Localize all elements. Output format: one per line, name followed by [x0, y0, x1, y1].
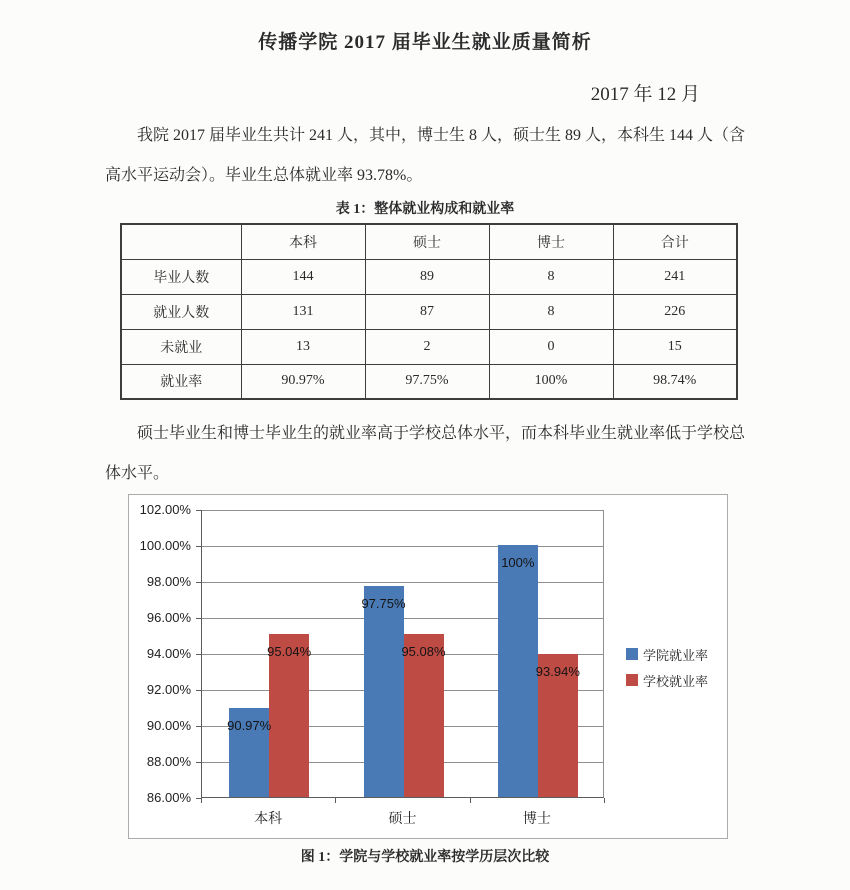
table-cell: 89 — [365, 259, 489, 294]
y-axis-tick — [196, 618, 201, 619]
table-cell: 90.97% — [241, 364, 365, 399]
table-header-cell: 本科 — [241, 224, 365, 259]
x-axis-tick — [201, 798, 202, 803]
table-row — [121, 294, 737, 329]
table-cell: 226 — [613, 294, 737, 329]
table-header-row — [121, 224, 737, 259]
chart-plot-area — [201, 510, 604, 798]
table-row — [121, 259, 737, 294]
gridline — [202, 582, 603, 583]
table-cell: 13 — [241, 329, 365, 364]
y-axis-tick — [196, 582, 201, 583]
table-cell: 97.75% — [365, 364, 489, 399]
x-axis-category-label: 硕士 — [388, 810, 417, 826]
y-axis-tick — [196, 726, 201, 727]
row-header-cell: 未就业 — [121, 329, 241, 364]
table-header-cell: 博士 — [489, 224, 613, 259]
y-axis-tick-label: 100.00% — [139, 538, 191, 553]
y-axis-tick-label: 98.00% — [146, 574, 191, 589]
table-cell: 15 — [613, 329, 737, 364]
bar-data-label: 100% — [501, 555, 535, 570]
table-row — [121, 364, 737, 399]
table-header-cell: 硕士 — [365, 224, 489, 259]
employment-table — [120, 223, 738, 400]
y-axis-tick-label: 102.00% — [139, 502, 191, 517]
document-title: 传播学院 2017 届毕业生就业质量简析 — [258, 32, 592, 53]
bar-college — [498, 545, 538, 797]
y-axis-tick — [196, 690, 201, 691]
x-axis-tick — [470, 798, 471, 803]
table-cell: 2 — [365, 329, 489, 364]
paragraph-comparison: 硕士毕业生和博士毕业生的就业率高于学校总体水平，而本科毕业生就业率低于学校总体水平。 — [105, 425, 746, 482]
bar-college — [364, 586, 404, 798]
y-axis-tick — [196, 654, 201, 655]
y-axis-tick — [196, 546, 201, 547]
row-header-cell: 就业人数 — [121, 294, 241, 329]
y-axis-tick — [196, 510, 201, 511]
y-axis-tick-label: 94.00% — [146, 646, 191, 661]
y-axis-tick-label: 86.00% — [146, 790, 191, 805]
bar-data-label: 97.75% — [361, 595, 406, 611]
table-caption: 表 1：整体就业构成和就业率 — [335, 202, 515, 217]
chart-legend — [626, 641, 708, 693]
gridline — [202, 510, 603, 511]
row-header-cell: 毕业人数 — [121, 259, 241, 294]
y-axis-tick — [196, 762, 201, 763]
document-date: 2017 年 12 月 — [590, 84, 700, 105]
legend-item — [626, 667, 708, 693]
table-cell: 0 — [489, 329, 613, 364]
table-cell: 144 — [241, 259, 365, 294]
bar-data-label: 90.97% — [227, 717, 272, 733]
legend-swatch — [626, 648, 638, 660]
x-axis-tick — [604, 798, 605, 803]
row-header-cell: 就业率 — [121, 364, 241, 399]
table-cell: 87 — [365, 294, 489, 329]
y-axis-tick-label: 88.00% — [146, 754, 191, 769]
x-axis-category-label: 本科 — [254, 810, 283, 826]
figure-caption: 图 1：学院与学校就业率按学历层次比较 — [300, 850, 550, 865]
legend-label: 学院就业率 — [643, 647, 709, 663]
table-cell: 100% — [489, 364, 613, 399]
y-axis-tick-label: 90.00% — [146, 718, 191, 733]
x-axis-tick — [335, 798, 336, 803]
figure-chart — [128, 494, 728, 839]
legend-item — [626, 641, 708, 667]
y-axis-tick-label: 92.00% — [146, 682, 191, 697]
bar-data-label: 93.94% — [535, 664, 580, 680]
table-cell: 8 — [489, 294, 613, 329]
y-axis-tick-label: 96.00% — [146, 610, 191, 625]
bar-data-label: 95.04% — [267, 644, 312, 660]
legend-label: 学校就业率 — [643, 673, 709, 689]
table-cell: 8 — [489, 259, 613, 294]
table-row — [121, 329, 737, 364]
bar-data-label: 95.08% — [401, 643, 446, 659]
table-header-cell: 合计 — [613, 224, 737, 259]
x-axis-category-label: 博士 — [522, 810, 551, 826]
paragraph-summary: 我院 2017 届毕业生共计 241 人，其中，博士生 8 人，硕士生 89 人，本科生 144 人（含高水平运动会）。毕业生总体就业率 93.78%。 — [105, 127, 746, 184]
legend-swatch — [626, 674, 638, 686]
table-header-cell — [121, 224, 241, 259]
gridline — [202, 546, 603, 547]
table-cell: 241 — [613, 259, 737, 294]
table-cell: 131 — [241, 294, 365, 329]
table-cell: 98.74% — [613, 364, 737, 399]
